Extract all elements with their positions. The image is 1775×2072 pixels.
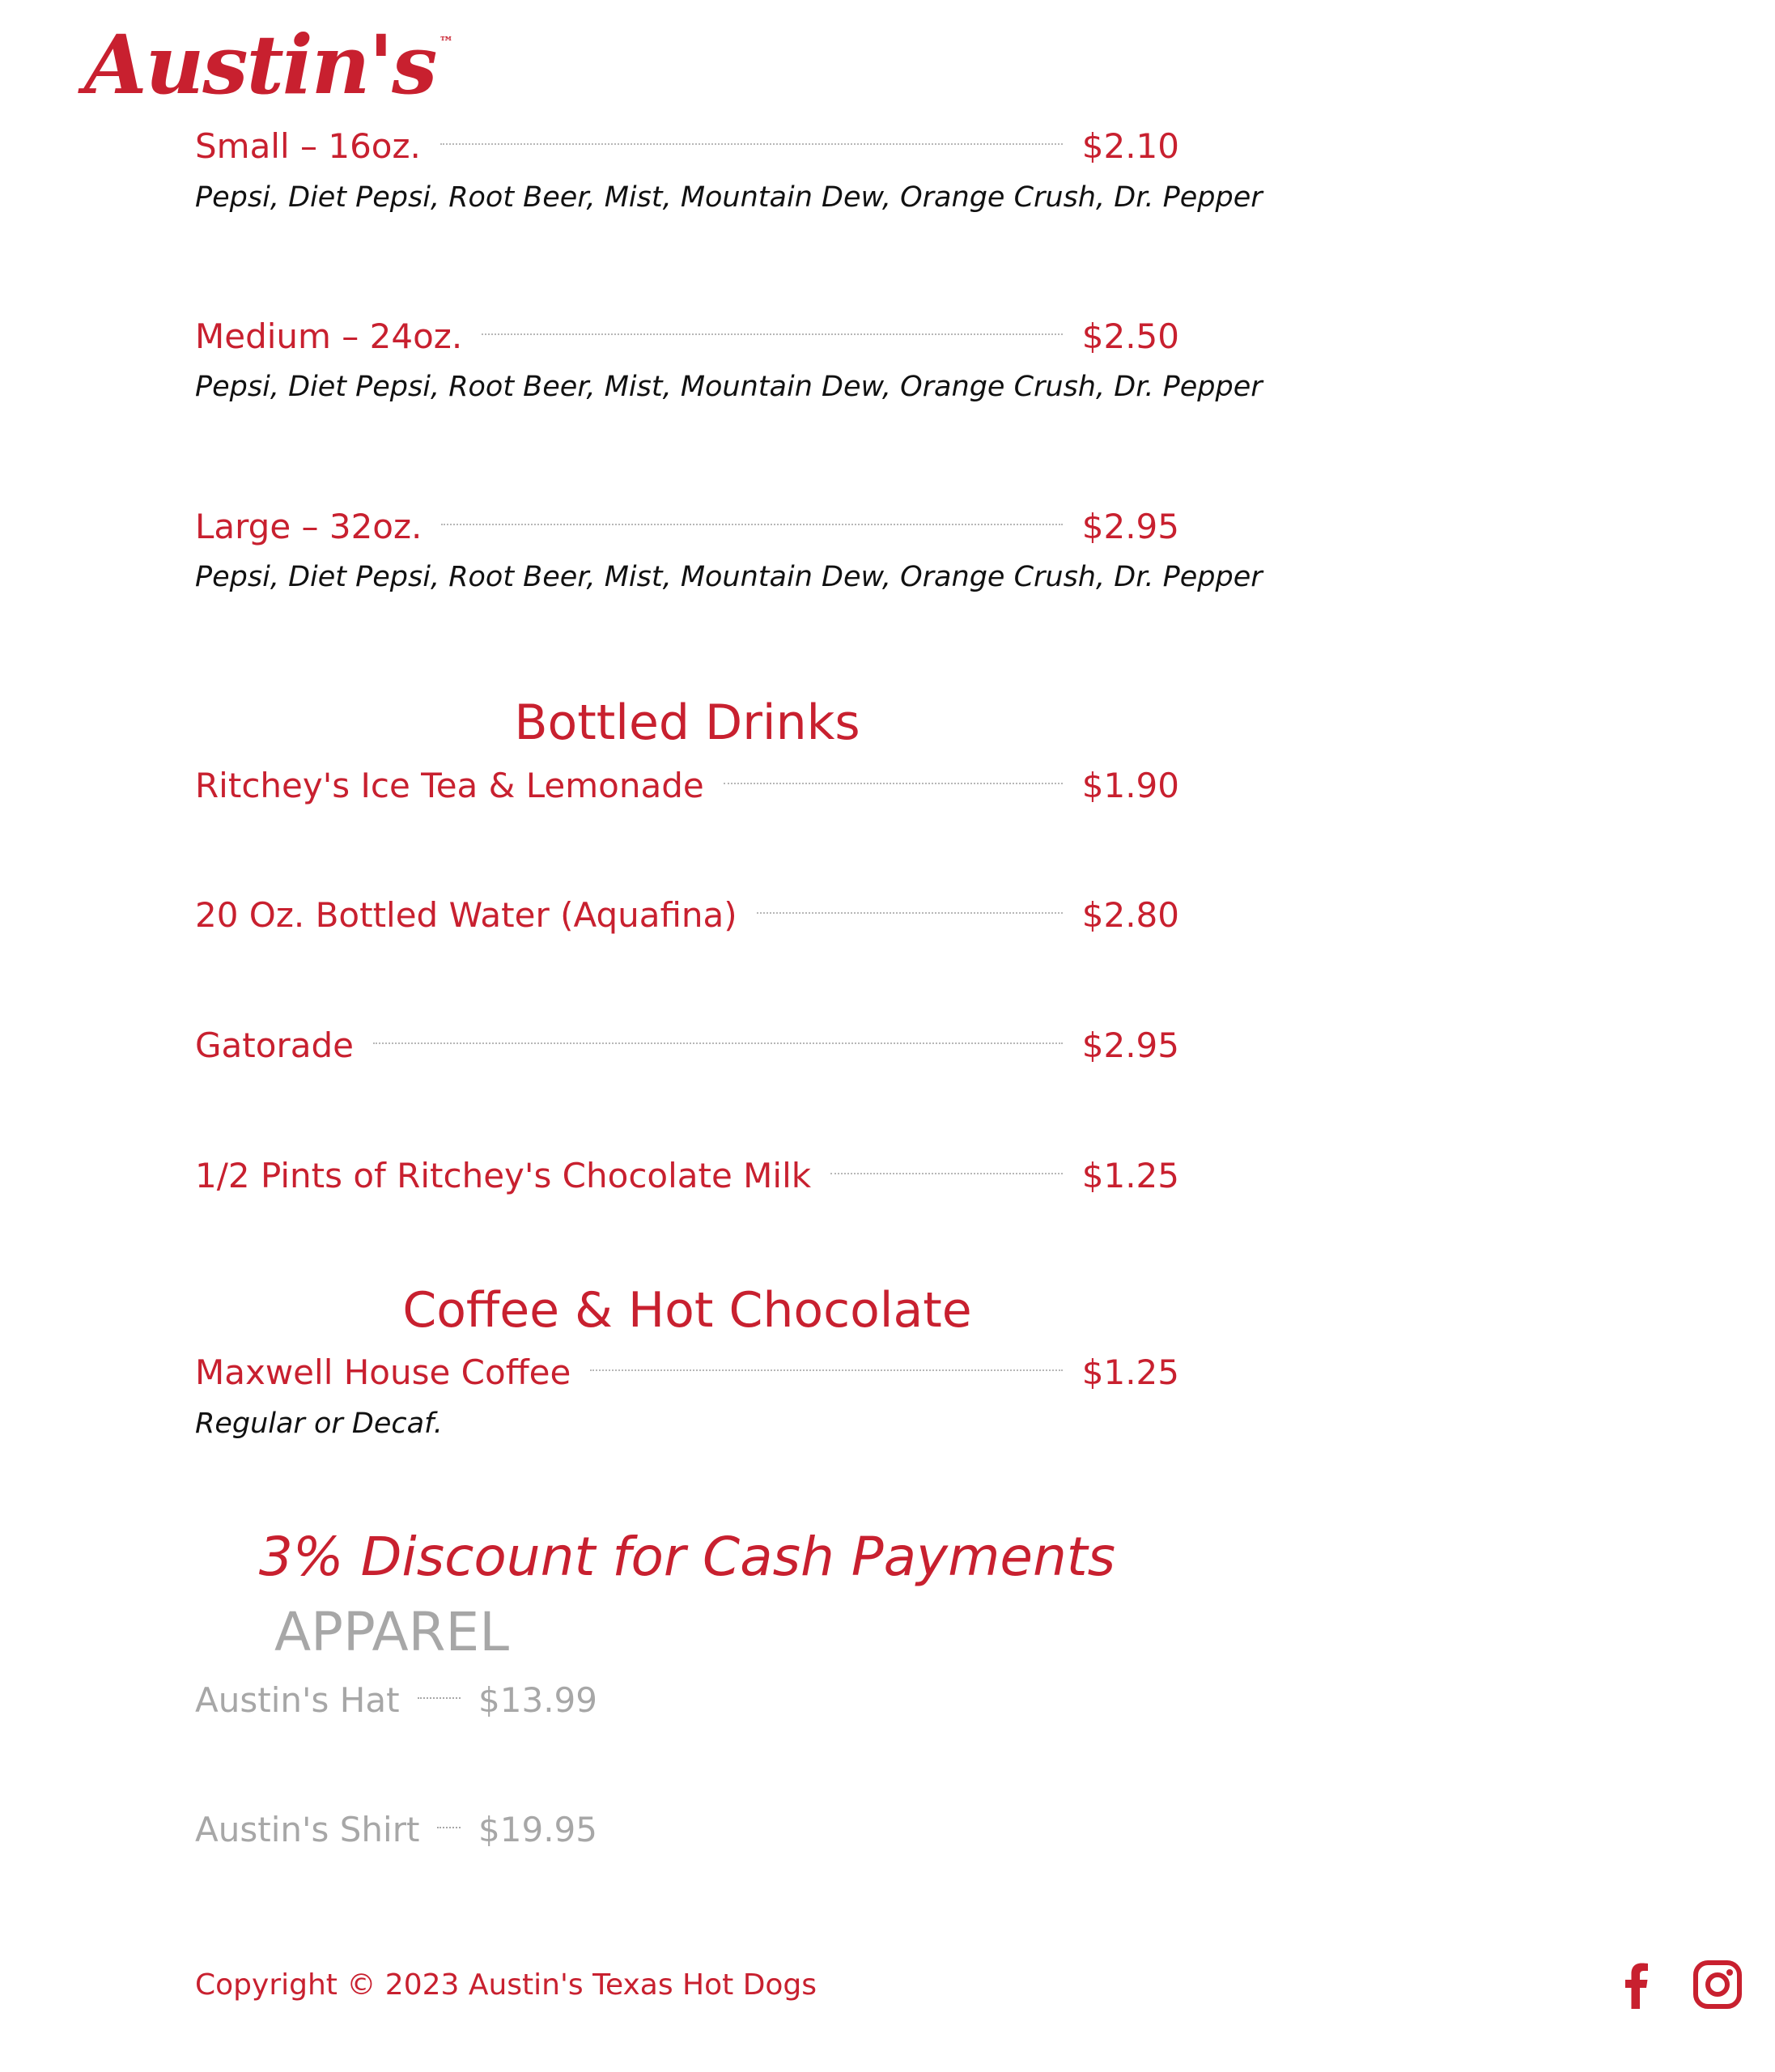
menu-item-small xyxy=(195,121,1179,170)
dot-leader xyxy=(482,333,1063,335)
dot-leader xyxy=(437,1827,461,1828)
section-title-apparel: APPAREL xyxy=(274,1601,510,1663)
dot-leader xyxy=(590,1369,1062,1371)
item-price: $1.25 xyxy=(1081,1155,1179,1195)
item-name: Austin's Shirt xyxy=(195,1809,420,1849)
item-name: Medium – 24oz. xyxy=(195,316,463,356)
item-price: $2.95 xyxy=(1081,1025,1179,1065)
logo-text: Austin's xyxy=(84,17,436,113)
copyright-text: Copyright © 2023 Austin's Texas Hot Dogs xyxy=(195,1968,817,2002)
apparel-item-hat xyxy=(195,1675,597,1724)
dot-leader xyxy=(724,783,1063,784)
item-name: Ritchey's Ice Tea & Lemonade xyxy=(195,765,704,805)
item-description: Regular or Decaf. xyxy=(195,1408,443,1440)
menu-item-large xyxy=(195,502,1179,550)
item-name: 20 Oz. Bottled Water (Aquafina) xyxy=(195,894,737,935)
dot-leader xyxy=(440,143,1063,145)
dot-leader xyxy=(441,524,1062,525)
item-name: 1/2 Pints of Ritchey's Chocolate Milk xyxy=(195,1155,812,1195)
item-name: Austin's Hat xyxy=(195,1679,400,1720)
item-description: Pepsi, Diet Pepsi, Root Beer, Mist, Mountain Dew, Orange Crush, Dr. Pepper xyxy=(195,181,1263,214)
section-title-bottled: Bottled Drinks xyxy=(514,694,860,751)
item-name: Large – 32oz. xyxy=(195,506,423,546)
item-name: Small – 16oz. xyxy=(195,125,421,166)
item-name: Gatorade xyxy=(195,1025,354,1065)
menu-item-gatorade xyxy=(195,1021,1179,1069)
item-price: $13.99 xyxy=(478,1679,597,1720)
dot-leader xyxy=(757,912,1063,914)
dot-leader xyxy=(830,1173,1063,1174)
apparel-item-shirt xyxy=(195,1805,597,1853)
item-price: $2.50 xyxy=(1081,316,1179,356)
menu-item-bottled-water xyxy=(195,890,1179,939)
dot-leader xyxy=(373,1042,1063,1044)
item-price: $1.90 xyxy=(1081,765,1179,805)
section-title-coffee: Coffee & Hot Chocolate xyxy=(402,1282,972,1339)
item-price: $2.80 xyxy=(1081,894,1179,935)
dot-leader xyxy=(418,1697,461,1699)
item-price: $2.95 xyxy=(1081,506,1179,546)
menu-item-ice-tea xyxy=(195,761,1179,809)
item-price: $1.25 xyxy=(1081,1352,1179,1392)
austins-logo[interactable] xyxy=(84,17,452,113)
item-name: Maxwell House Coffee xyxy=(195,1352,571,1392)
menu-item-medium xyxy=(195,312,1179,360)
item-description: Pepsi, Diet Pepsi, Root Beer, Mist, Mountain Dew, Orange Crush, Dr. Pepper xyxy=(195,561,1263,593)
menu-item-chocolate-milk xyxy=(195,1151,1179,1199)
facebook-icon[interactable] xyxy=(1611,1959,1662,2010)
item-price: $19.95 xyxy=(478,1809,597,1849)
trademark-mark: ™ xyxy=(439,34,452,51)
item-price: $2.10 xyxy=(1081,125,1179,166)
instagram-icon[interactable] xyxy=(1692,1959,1743,2010)
cash-discount-banner: 3% Discount for Cash Payments xyxy=(258,1526,1116,1588)
item-description: Pepsi, Diet Pepsi, Root Beer, Mist, Mountain Dew, Orange Crush, Dr. Pepper xyxy=(195,371,1263,403)
menu-item-coffee xyxy=(195,1348,1179,1396)
